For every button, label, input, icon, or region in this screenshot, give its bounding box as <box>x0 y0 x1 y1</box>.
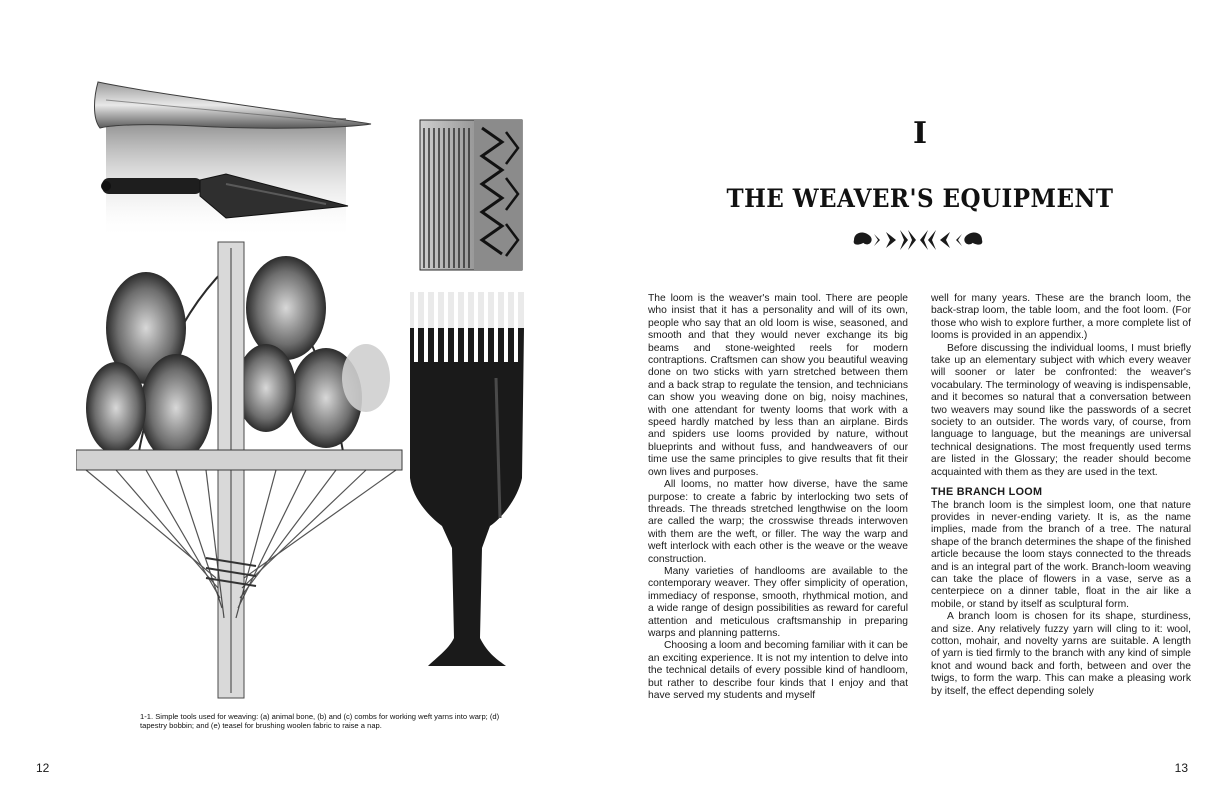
paragraph: Many varieties of handlooms are available to the contemporary weaver. They offer simplicity of operation, immediacy of response, smooth, rhythmical motion, and a wide range of design possibilities as reward for careful attention and meticulous craftsmanship in preparing warps and planning patterns. <box>648 565 908 639</box>
paragraph: The branch loom is the simplest loom, one that nature provides in never-ending variety. It is, as the name implies, made from the branch of a tree. The natural shape of the branch determines the shape of the finished article because the loom stays connected to the threads and is an integral part of the work. Branch-loom weaving can take the place of flowers in a vase, serve as a centerpiece on a dinner table, float in the air like a mobile, or stand by itself as sculptural form. <box>931 499 1191 610</box>
weaving-tools-photo <box>76 78 536 710</box>
decorative-ornament-icon <box>850 226 986 254</box>
paragraph: All looms, no matter how diverse, have the same purpose: to create a fabric by interlocking two sets of threads. The threads stretched lengthwise on the loom are called the warp; the crosswise threads interwoven with them are the weft, or filler. The way the warp and weft interlock with each other is the weave or the weave construction. <box>648 479 908 565</box>
paragraph: Before discussing the individual looms, I must briefly take up an elementary subject with which every weaver will sooner or later be confronted: the weaver's vocabulary. The terminology of weaving is indispensable, and it becomes so natural that a conversation between two weavers may sound like the passwords of a secret society to an outsider. The words vary, of course, from language to language, but the meanings are universal technical designations. The most frequently used terms are listed in the Glossary; the reader should become acquainted with them as they are used in the text. <box>931 342 1191 478</box>
paragraph: Choosing a loom and becoming familiar with it can be an exciting experience. It is not my intention to delve into the technical details of every possible kind of handloom, but rather to describe four kinds that I enjoy and that have served my students and myself <box>648 640 908 701</box>
text-column-2 <box>931 293 1191 698</box>
text-column-1 <box>648 293 908 702</box>
paragraph: A branch loom is chosen for its shape, sturdiness, and size. Any relatively fuzzy yarn will cling to it: wool, cotton, mohair, and novelty yarns are suitable. A length of yarn is tied firmly to the branch with any kind of simple knot and wound back and forth, between and over the twigs, to form the warp. This can make a pleasing work by itself, the effect depending solely <box>931 611 1191 697</box>
figure-caption: 1-1. Simple tools used for weaving: (a) animal bone, (b) and (c) combs for working weft yarns into warp; (d) tapestry bobbin; and (e) teasel for brushing woolen fabric to raise a nap. <box>140 712 500 731</box>
chapter-number: I <box>912 116 928 151</box>
page-number-left: 12 <box>36 761 50 775</box>
page-number-right: 13 <box>1174 761 1188 775</box>
section-heading: THE BRANCH LOOM <box>931 486 1043 499</box>
chapter-title: THE WEAVER'S EQUIPMENT <box>726 184 1114 213</box>
paragraph: The loom is the weaver's main tool. There are people who insist that it has a personality and will of its own, people who say that an old loom is wise, seasoned, and smooth and that they would never exchange its big beams and stone-weighted reels for modern contraptions. Craftsmen can show you beautiful weaving done on two sticks with yarn stretched between them and a back strap to regulate the tension, and technicians can show you weaving done on big, noisy machines, with one attendant for twenty looms that work with a speed hardly matched by less than an airplane. Birds and spiders use looms provided by nature, without blueprints and without fuss, and handweavers of our time use the same principles to give results that fit their own lives and purposes. <box>648 293 908 478</box>
paragraph: well for many years. These are the branch loom, the back-strap loom, the table loom, and the foot loom. (For those who wish to explore further, a more complete list of looms is provided in an appendix.) <box>931 293 1191 342</box>
